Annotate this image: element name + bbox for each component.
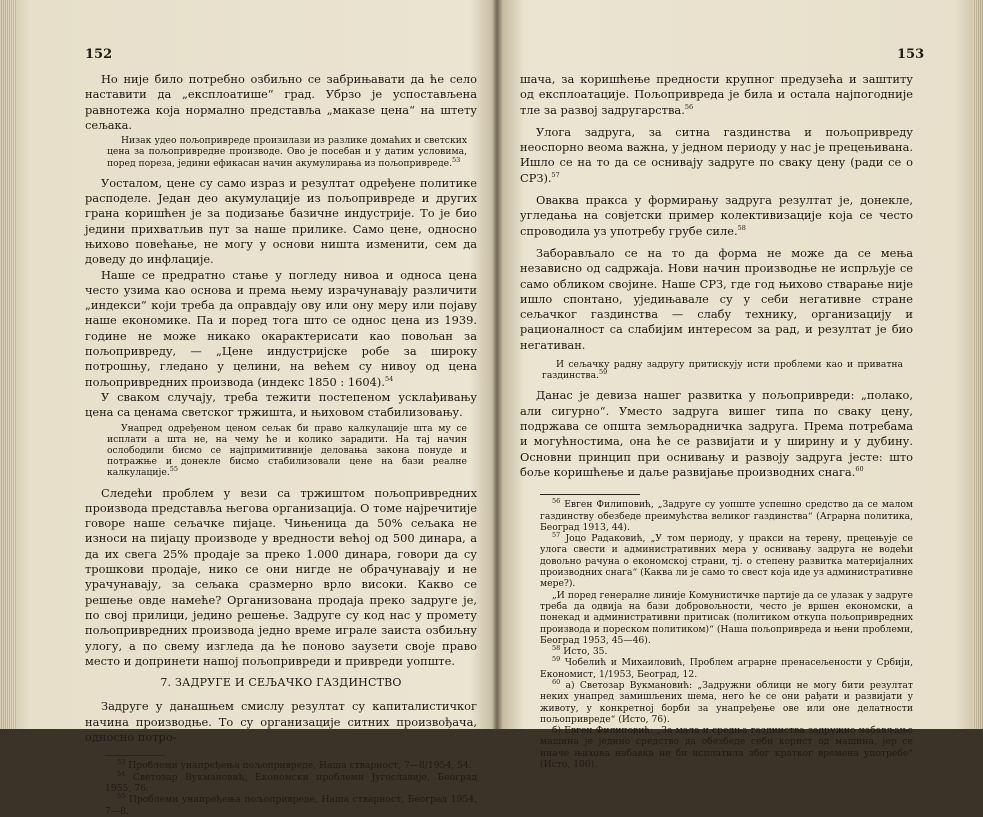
section-heading: 7. ЗАДРУГЕ И СЕЉАЧКО ГАЗДИНСТВО	[160, 676, 402, 690]
footnote-ref: 55	[169, 465, 179, 474]
footnote-rule	[540, 494, 640, 495]
paragraph: шача, за коришћење предности крупног предузећа и заштиту од експлоатације. Пољопривреда је била и остала најпогодније тле за развој задругарства.	[520, 72, 913, 117]
footnote-mark: 54	[117, 769, 126, 778]
block-quote	[85, 423, 477, 479]
page-number-left: 152	[85, 47, 113, 62]
footnote-ref: 56	[684, 102, 694, 111]
left-page-content	[85, 72, 477, 817]
paragraph: Данас је девиза нашег развитка у пољопривреди: „полако, али сигурно“. Уместо задруга вишег типа по сваку цену, подржава се општа земљорадничка задруга. Према потребама и могућностима, она ће се развијати и у ширину и у дубину. Основни принцип при оснивању и развоју задруга јесте: што боље коришћење и даље развијање производних снага.	[520, 388, 913, 479]
right-page-content	[520, 72, 913, 770]
footnote-ref: 54	[384, 374, 394, 383]
page-edges-left	[0, 0, 16, 729]
footnotes	[85, 760, 477, 816]
paragraph: Следећи проблем у вези са тржиштом пољопривредних производа представља његова организација. О томе најречитије говоре наше сељачке пијаце. Чињеница да 50% сељака не износи на пијацу производе у вредности већој од 500 динара, а да их свега 25% продаје за преко 1.000 динара, говори да су трошкови продаје, нико се они нигде не обрачунавају и не урачунавају, за сељака сразмерно врло високи. Какво се решење овде намеће? Организована продаја преко задруге је, по свој прилици, једино решење. Задруге су код нас у промету пољопривредних производа једно време играле заиста озбиљну улогу, а по свему изгледа да ће поново заузети своје право место и допринети нашој пољопривреди и привреди уопште.	[85, 485, 477, 668]
paragraph: Наше се предратно стање у погледу нивоа и односа цена често узима као основа и према њему израчунавају различити „индекси“ који треба да оправдају ову или ону меру или појаву наше економике. Па и поред тога што се однос цена из 1939. године не може никако окарактерисати као повољан за пољопривреду, — „Цене индустријске робе за широку потрошњу, гледано у целини, на већем су нивоу од цена пољопривредних производа (индекс 1850 : 1604).	[85, 267, 477, 389]
paragraph: Но није било потребно озбиљно се забрињавати да ће село наставити да „експлоатише“ град. Убрзо је успостављена равнотежа која нормално представља „маказе цена“ на штету сељака.	[85, 72, 477, 132]
footnote-ref: 57	[551, 170, 560, 179]
paragraph: Улога задруга, за ситна газдинства и пољопривреду неоспорно веома важна, у једном периоду у нас је прецењивана. Ишло се на то да се оснивају задруге по сваку цену (ради се о СРЗ).	[520, 124, 913, 185]
footnote-mark: 55	[117, 792, 126, 801]
footnote-text: а) Светозар Вукмановић: „Задружни облици не могу бити резултат неких унапред замишљених шема, него ће се они рађати и развијати у животу, у конкретној борби за унапређење ове или оне делатности пољопривреде“ (Исто, 76).	[540, 679, 913, 725]
footnote-ref: 59	[599, 368, 608, 377]
footnote-text: Исто, 35.	[563, 646, 608, 658]
footnote-ref: 60	[855, 465, 864, 474]
quote-text: И сељачку радну задругу притискују исти проблеми као и приватна газдинства.	[542, 359, 903, 382]
footnote-ref: 53	[452, 155, 461, 164]
paragraph: Заборављало се на то да форма не може да се мења независно од садржаја. Нови начин производње не испрљује се само обликом својине. Наше СРЗ, где год њихово стварање није ишло спонтано, уједињавале су у себи негативне стране сељачког газдинства — слабу технику, организацију и рационалност са слабијим интересом за рад, и резултат је био негативан.	[520, 245, 913, 352]
footnote-mark: 57	[552, 531, 561, 540]
quote-text: Унапред одређеном ценом сељак би право калкулације шта му се исплати а шта не, на чему ће и колико зарадити. На тај начин ослободили бисмо се најпримитивније деловања закона понуде и потражње и донекле бисмо стабилизовали цене на бази реалне калкулације.	[107, 422, 467, 479]
footnote-rule	[105, 755, 165, 756]
page-edges-right	[973, 0, 983, 729]
paragraph: Оваква пракса у формирању задруга резултат је, донекле, угледања на совјетски пример колективизације која се често спроводила уз употребу грубе силе.	[520, 193, 913, 238]
quote-text: Низак удео пољопривреде произилази из разлике домаћих и светских цена за пољопривредне производе. Ово је посебан и у датим условима, поред пореза, једини ефикасан начин акумулирања из пољопривреде.	[107, 135, 467, 169]
footnote-text: Проблеми унапређења пољопривреде, Наша стварност, Београд 1954, 7—8.	[105, 794, 478, 817]
block-quote	[520, 359, 913, 381]
footnote-text: Светозар Вукмановић, Економски проблеми Југославије, Београд 1955, 76.	[105, 771, 477, 794]
page-number-right: 153	[897, 47, 925, 62]
footnote-text: б) Евген Филиповић: „За мала и средња газдинства задружно набављање машина је једино средство да обезбеде себи корист од машина, јер се иначе њихова набавка не би исплатила због кратког времена употребе“ (Исто, 100).	[540, 725, 913, 771]
block-quote	[85, 135, 477, 169]
footnote-text: Јоцо Радаковић, „У том периоду, у пракси на терену, прецењује се улога свести и административних мера у оснивању задруга не водећи довољно рачуна о економској страни, тј. о степену развитка материјалних производних снага“ (Каква ли је само то свест која иде уз административне мере?).	[540, 533, 913, 590]
paragraph: Уосталом, цене су само израз и резултат одређене политике расподеле. Један део акумулације из пољопривреде и других грана коришћен је за подизање базичне индустрије. То је био једини прихватљив пут за наше прилике. Само цене, односно њихово повећање, не могу у основи ништа изменити, сем да доведу до инфлације.	[85, 175, 477, 267]
footnote-mark: 53	[117, 758, 126, 767]
footnote-text: Чобелић и Михаиловић, Проблем аграрне пренасељености у Србији, Економист, 1/1953, Београд, 12.	[540, 657, 914, 680]
footnote-ref: 58	[737, 223, 746, 232]
footnotes	[520, 499, 913, 770]
footnote-mark: 58	[552, 644, 561, 653]
footnote-text: Проблеми унапређења пољопривреде, Наша стварност, 7—8/1954, 54.	[128, 760, 472, 772]
footnote-mark: 60	[552, 677, 561, 686]
paragraph: У сваком случају, треба тежити постепеном усклађивању цена са ценама светског тржишта, и њиховом стабилизовању.	[85, 389, 477, 420]
paragraph: Задруге у данашњем смислу резултат су капиталистичког начина производње. То су организације ситних произвођача, односно потро-	[85, 699, 477, 745]
footnote-mark: 56	[552, 497, 561, 506]
footnote-text: Евген Филиповић, „Задруге су уопште успешно средство да се малом газдинству обезбеде преимућства великог газдинства“ (Аграрна политика, Београд 1913, 44).	[540, 499, 914, 533]
footnote-text: „И поред генералне линије Комунистичке партије да се улазак у задруге треба да одвија на бази добровољности, често је вршен економски, а понекад и административни притисак (политиком откупа пољопривредних производа и пореском политиком)“ (Наша пољопривреда и њени проблеми, Београд 1953, 45—46).	[540, 589, 913, 646]
footnote-mark: 59	[552, 655, 561, 664]
